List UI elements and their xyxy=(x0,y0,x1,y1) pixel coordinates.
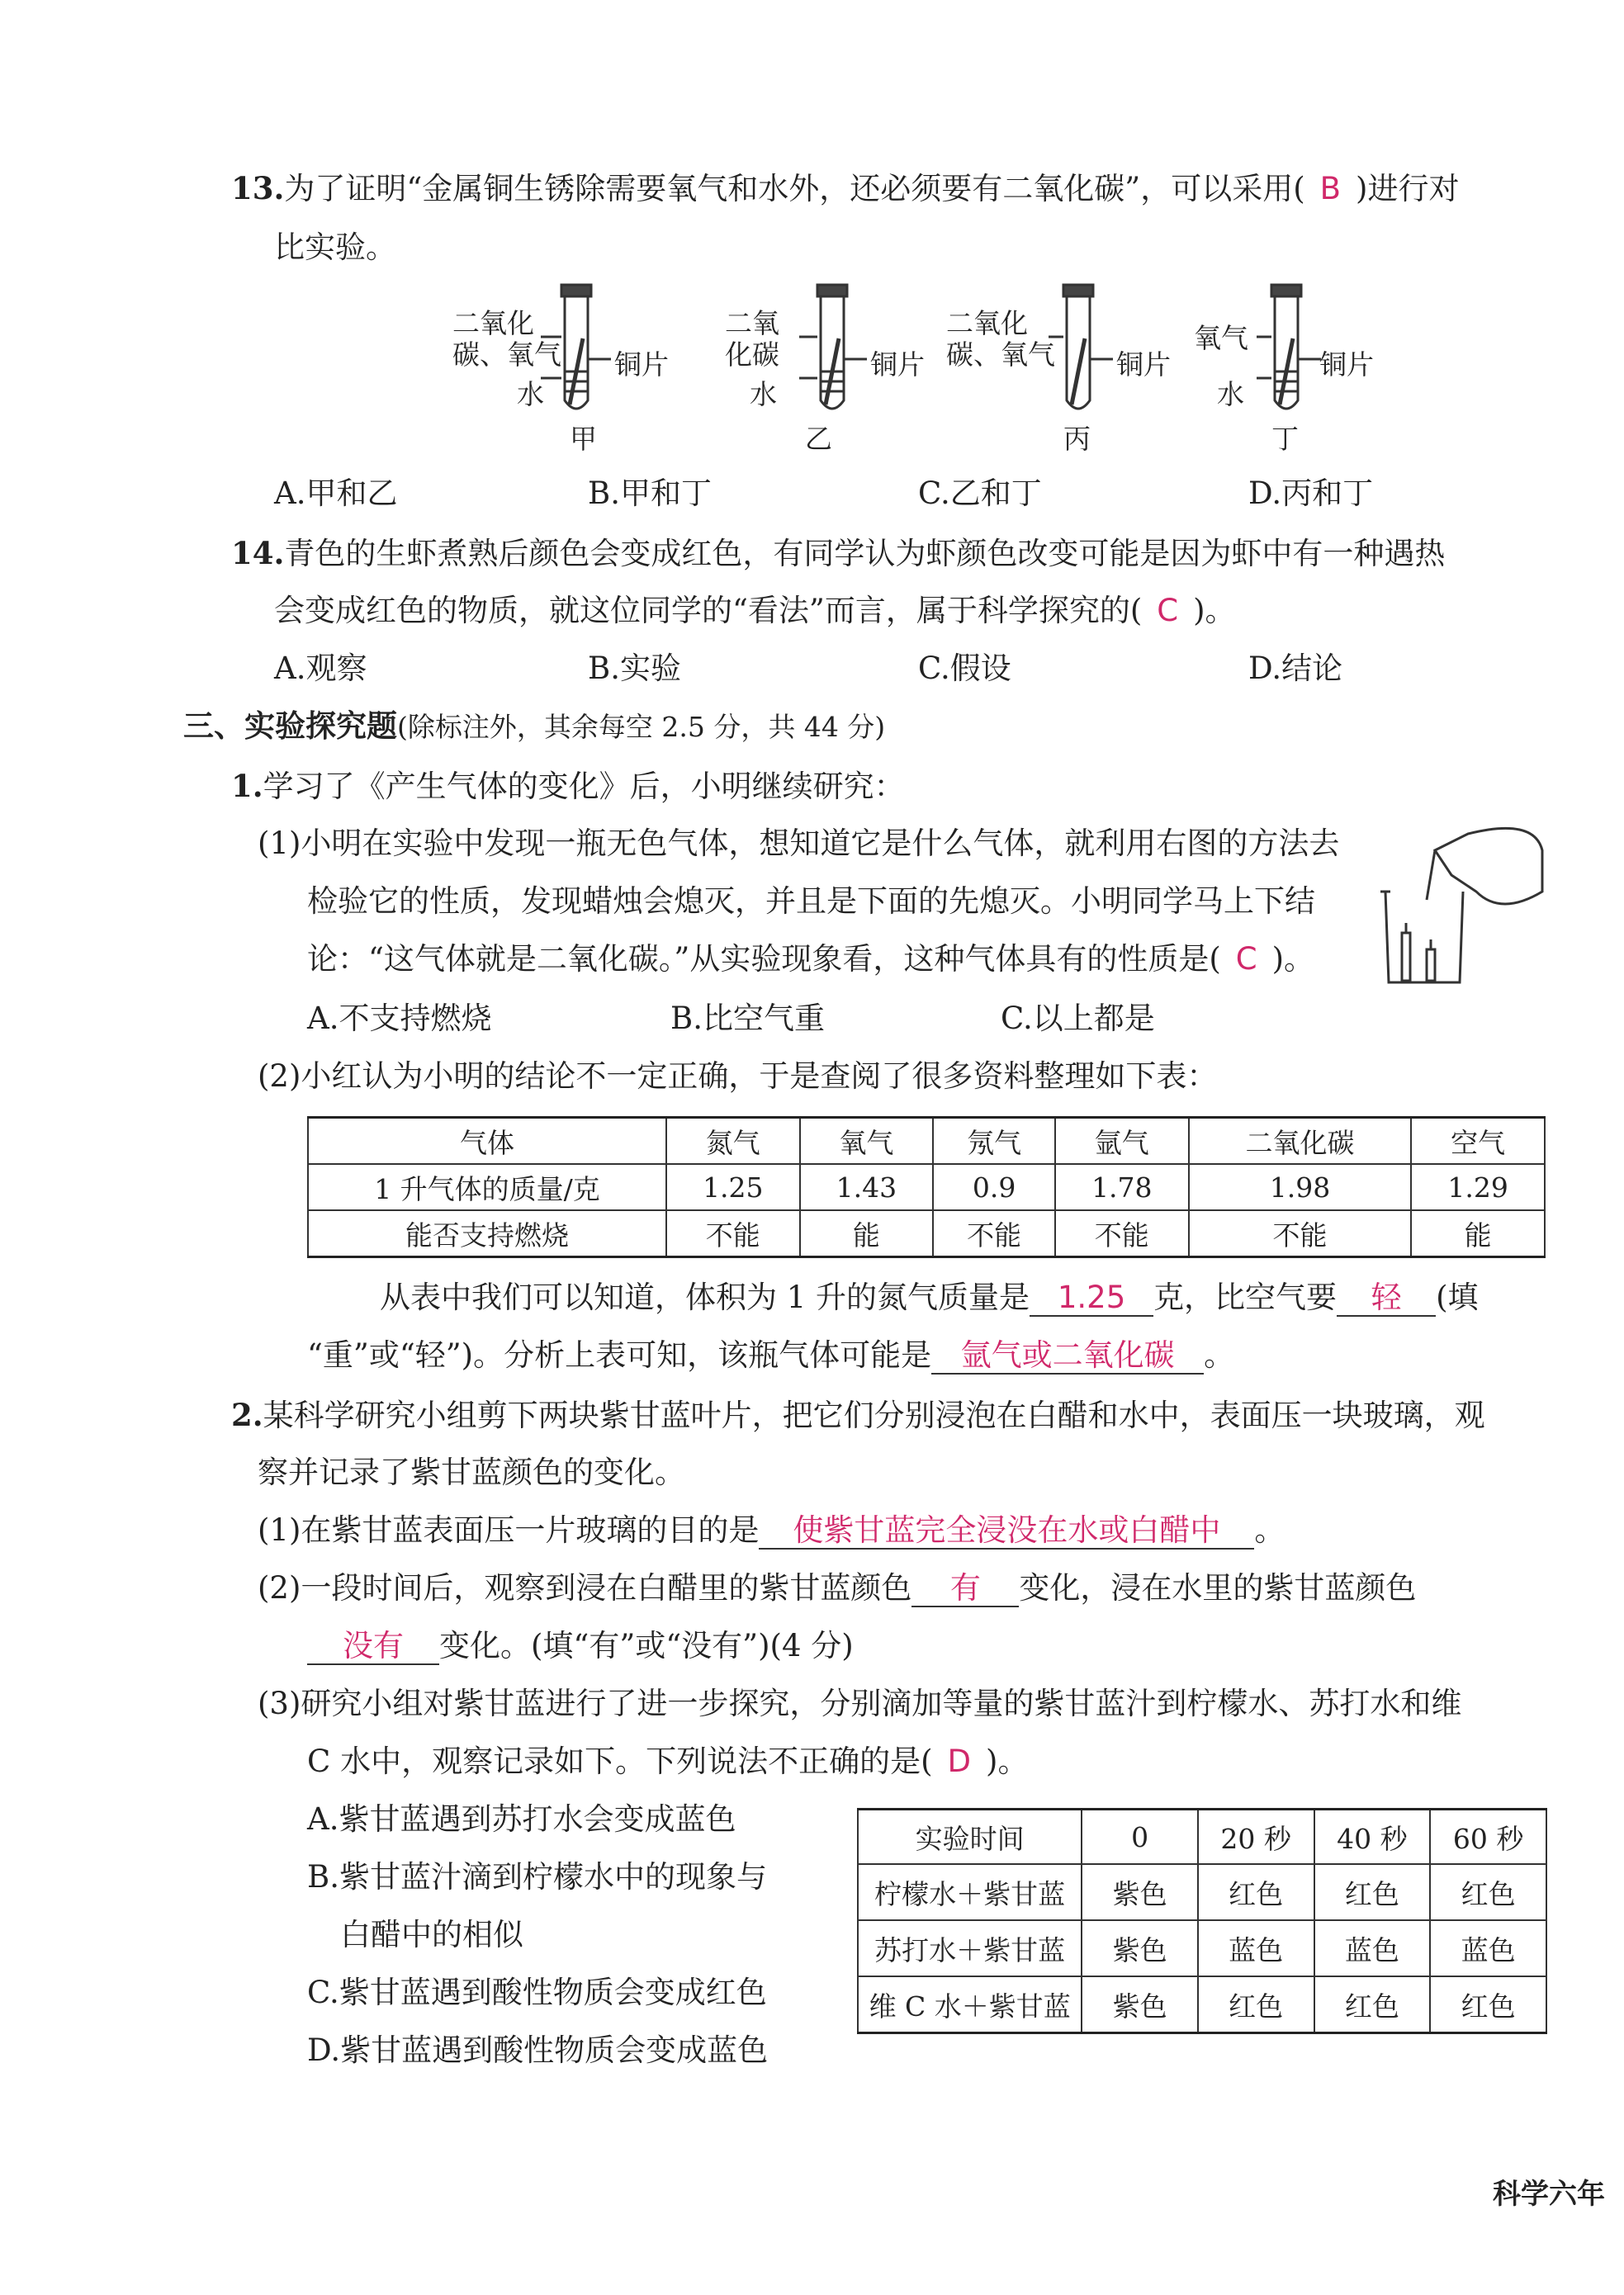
tube2-name: 乙 xyxy=(805,423,832,455)
table-row xyxy=(308,1118,1545,1165)
table-cell: 红色 xyxy=(1430,1976,1546,2033)
p2-s3-line1: (3)研究小组对紫甘蓝进行了进一步探究，分别滴加等量的紫甘蓝汁到柠檬水、苏打水和维 xyxy=(258,1686,1462,1721)
gas-properties-table xyxy=(307,1116,1546,1258)
p1-s1-option-b: B.比空气重 xyxy=(670,1001,825,1036)
answer-mark: C xyxy=(1157,593,1179,628)
q13-option-a: A.甲和乙 xyxy=(274,476,398,511)
table-cell: 紫色 xyxy=(1082,1920,1197,1976)
table-row xyxy=(858,1864,1546,1920)
q14-option-a: A.观察 xyxy=(274,651,367,686)
tube4-label-water: 水 xyxy=(1217,378,1244,410)
table-cell: 苏打水＋紫甘蓝 xyxy=(858,1920,1082,1976)
answer-blank: 有 xyxy=(911,1571,1019,1607)
table-cell: 红色 xyxy=(1314,1864,1431,1920)
beaker-candle-illustration xyxy=(1377,826,1551,991)
p2-option-d: D.紫甘蓝遇到酸性物质会变成蓝色 xyxy=(307,2032,769,2068)
page-footer-label: 科学六年 xyxy=(1493,2178,1605,2211)
table-cell: 红色 xyxy=(1430,1864,1546,1920)
table-header-cell: 氖气 xyxy=(933,1118,1055,1165)
p1-s1-line2: 检验它的性质，发现蜡烛会熄灭，并且是下面的先熄灭。小明同学马上下结 xyxy=(307,883,1315,919)
p2-option-c: C.紫甘蓝遇到酸性物质会变成红色 xyxy=(307,1975,767,2010)
p1-s2-after-line2: “重”或“轻”)。分析上表可知，该瓶气体可能是 氩气或二氧化碳 。 xyxy=(307,1337,1235,1373)
table-cell: 1.43 xyxy=(800,1164,934,1210)
table-row xyxy=(858,1920,1546,1976)
table-cell: 能 xyxy=(800,1210,934,1257)
q13-option-b: B.甲和丁 xyxy=(588,476,712,511)
table-header-cell: 空气 xyxy=(1411,1118,1545,1165)
p1-s1-line3: 论：“这气体就是二氧化碳。”从实验现象看，这种气体具有的性质是( C )。 xyxy=(307,941,1315,977)
p1-s1-option-a: A.不支持燃烧 xyxy=(307,1001,492,1036)
p2-s3-line2: C 水中，观察记录如下。下列说法不正确的是( D )。 xyxy=(307,1744,1029,1779)
table-header-cell: 0 xyxy=(1082,1810,1197,1865)
p2-s1: (1)在紫甘蓝表面压一片玻璃的目的是 使紫甘蓝完全浸没在水或白醋中 。 xyxy=(258,1512,1285,1548)
p2-line2: 察并记录了紫甘蓝颜色的变化。 xyxy=(258,1455,685,1490)
table-header-cell: 气体 xyxy=(308,1118,666,1165)
tube2-label-water: 水 xyxy=(750,378,777,410)
p1-s2-line: (2)小红认为小明的结论不一定正确，于是查阅了很多资料整理如下表： xyxy=(258,1058,1218,1094)
section-3-heading: 三、实验探究题(除标注外，其余每空 2.5 分，共 44 分) xyxy=(183,708,886,744)
table-header-cell: 氩气 xyxy=(1055,1118,1189,1165)
q13-option-c: C.乙和丁 xyxy=(918,476,1042,511)
table-row xyxy=(858,1976,1546,2033)
answer-blank: 氩气或二氧化碳 xyxy=(931,1338,1204,1375)
table-cell: 蓝色 xyxy=(1314,1920,1431,1976)
tube1-label-mid: 碳、氧气 xyxy=(452,338,561,371)
table-cell: 红色 xyxy=(1198,1976,1314,2033)
tube4-label-top: 氧气 xyxy=(1194,322,1248,354)
p2-s2-line1: (2)一段时间后，观察到浸在白醋里的紫甘蓝颜色 有 变化，浸在水里的紫甘蓝颜色 xyxy=(258,1570,1417,1606)
tube1-name: 甲 xyxy=(570,423,597,455)
p2-option-b: B.紫甘蓝汁滴到柠檬水中的现象与 xyxy=(307,1859,767,1895)
p1-s2-after-line1: 从表中我们可以知道，体积为 1 升的氮气质量是 1.25 克，比空气要 轻 (填 xyxy=(380,1280,1479,1315)
table-header-cell: 氧气 xyxy=(800,1118,934,1165)
tube1-label-copper: 铜片 xyxy=(614,348,669,381)
answer-blank: 轻 xyxy=(1337,1280,1436,1317)
q14-line1: 14.青色的生虾煮熟后颜色会变成红色，有同学认为虾颜色改变可能是因为虾中有一种遇热 xyxy=(231,535,1446,571)
table-header-cell: 氮气 xyxy=(666,1118,800,1165)
table-header-cell: 20 秒 xyxy=(1198,1810,1314,1865)
q14-option-b: B.实验 xyxy=(588,651,681,686)
tube4-name: 丁 xyxy=(1271,423,1299,455)
p2-s2-line2: 没有 变化。(填“有”或“没有”)(4 分) xyxy=(307,1626,854,1666)
p2-option-b-cont: 白醋中的相似 xyxy=(340,1917,523,1952)
table-cell: 不能 xyxy=(933,1210,1055,1257)
table-row xyxy=(858,1810,1546,1865)
table-cell: 0.9 xyxy=(933,1164,1055,1210)
q13-line1: 13.为了证明“金属铜生锈除需要氧气和水外，还必须要有二氧化碳”，可以采用( B )进行对 xyxy=(231,170,1460,206)
table-cell: 1.78 xyxy=(1055,1164,1189,1210)
q14-line2: 会变成红色的物质，就这位同学的“看法”而言，属于科学探究的( C )。 xyxy=(274,593,1236,628)
question-number: 14. xyxy=(231,535,285,571)
table-cell: 蓝色 xyxy=(1430,1920,1546,1976)
q13-line2: 比实验。 xyxy=(274,230,396,265)
table-cell: 1.29 xyxy=(1411,1164,1545,1210)
table-cell: 1.98 xyxy=(1189,1164,1412,1210)
p1-s1-option-c: C.以上都是 xyxy=(1001,1001,1155,1036)
tube4-label-copper: 铜片 xyxy=(1319,348,1374,381)
table-cell: 能否支持燃烧 xyxy=(308,1210,666,1257)
question-number: 2. xyxy=(231,1397,263,1433)
question-number: 1. xyxy=(231,768,263,804)
table-cell: 能 xyxy=(1411,1210,1545,1257)
q13-option-d: D.丙和丁 xyxy=(1248,476,1374,511)
answer-blank: 使紫甘蓝完全浸没在水或白醋中 xyxy=(759,1513,1254,1550)
cabbage-color-table xyxy=(857,1808,1547,2034)
tube2-label-top: 二氧 xyxy=(725,307,779,339)
answer-mark: C xyxy=(1235,941,1257,977)
table-cell: 1.25 xyxy=(666,1164,800,1210)
tube3-name: 丙 xyxy=(1063,423,1091,455)
answer-blank: 没有 xyxy=(307,1629,439,1665)
answer-blank: 1.25 xyxy=(1030,1280,1153,1317)
table-cell: 维 C 水＋紫甘蓝 xyxy=(858,1976,1082,2033)
answer-mark: B xyxy=(1319,171,1342,206)
table-cell: 柠檬水＋紫甘蓝 xyxy=(858,1864,1082,1920)
tube1-label-water: 水 xyxy=(517,378,544,410)
table-header-cell: 40 秒 xyxy=(1314,1810,1431,1865)
answer-mark: D xyxy=(947,1744,972,1779)
q14-option-d: D.结论 xyxy=(1248,651,1343,686)
table-row xyxy=(308,1210,1545,1257)
table-cell: 紫色 xyxy=(1082,1976,1197,2033)
tube3-label-copper: 铜片 xyxy=(1116,348,1171,381)
tube2-label-copper: 铜片 xyxy=(870,348,925,381)
table-cell: 蓝色 xyxy=(1198,1920,1314,1976)
tube2-label-mid: 化碳 xyxy=(725,338,779,371)
table-cell: 1 升气体的质量/克 xyxy=(308,1164,666,1210)
p1-s1-line1: (1)小明在实验中发现一瓶无色气体，想知道它是什么气体，就利用右图的方法去 xyxy=(258,826,1340,861)
table-cell: 不能 xyxy=(1055,1210,1189,1257)
tube3-label-mid: 碳、氧气 xyxy=(946,338,1055,371)
table-header-cell: 60 秒 xyxy=(1430,1810,1546,1865)
p2-option-a: A.紫甘蓝遇到苏打水会变成蓝色 xyxy=(307,1801,736,1837)
p2-line1: 2.某科学研究小组剪下两块紫甘蓝叶片，把它们分别浸泡在白醋和水中，表面压一块玻璃，观 xyxy=(231,1397,1485,1433)
p1-intro: 1.学习了《产生气体的变化》后，小明继续研究： xyxy=(231,768,905,804)
table-header-cell: 二氧化碳 xyxy=(1189,1118,1412,1165)
table-header-cell: 实验时间 xyxy=(858,1810,1082,1865)
tube3-label-top: 二氧化 xyxy=(946,307,1028,339)
table-cell: 不能 xyxy=(1189,1210,1412,1257)
table-cell: 红色 xyxy=(1198,1864,1314,1920)
table-row xyxy=(308,1164,1545,1210)
table-cell: 紫色 xyxy=(1082,1864,1197,1920)
question-number: 13. xyxy=(231,170,285,206)
q14-option-c: C.假设 xyxy=(918,651,1011,686)
tube1-label-top: 二氧化 xyxy=(452,307,534,339)
table-cell: 不能 xyxy=(666,1210,800,1257)
table-cell: 红色 xyxy=(1314,1976,1431,2033)
